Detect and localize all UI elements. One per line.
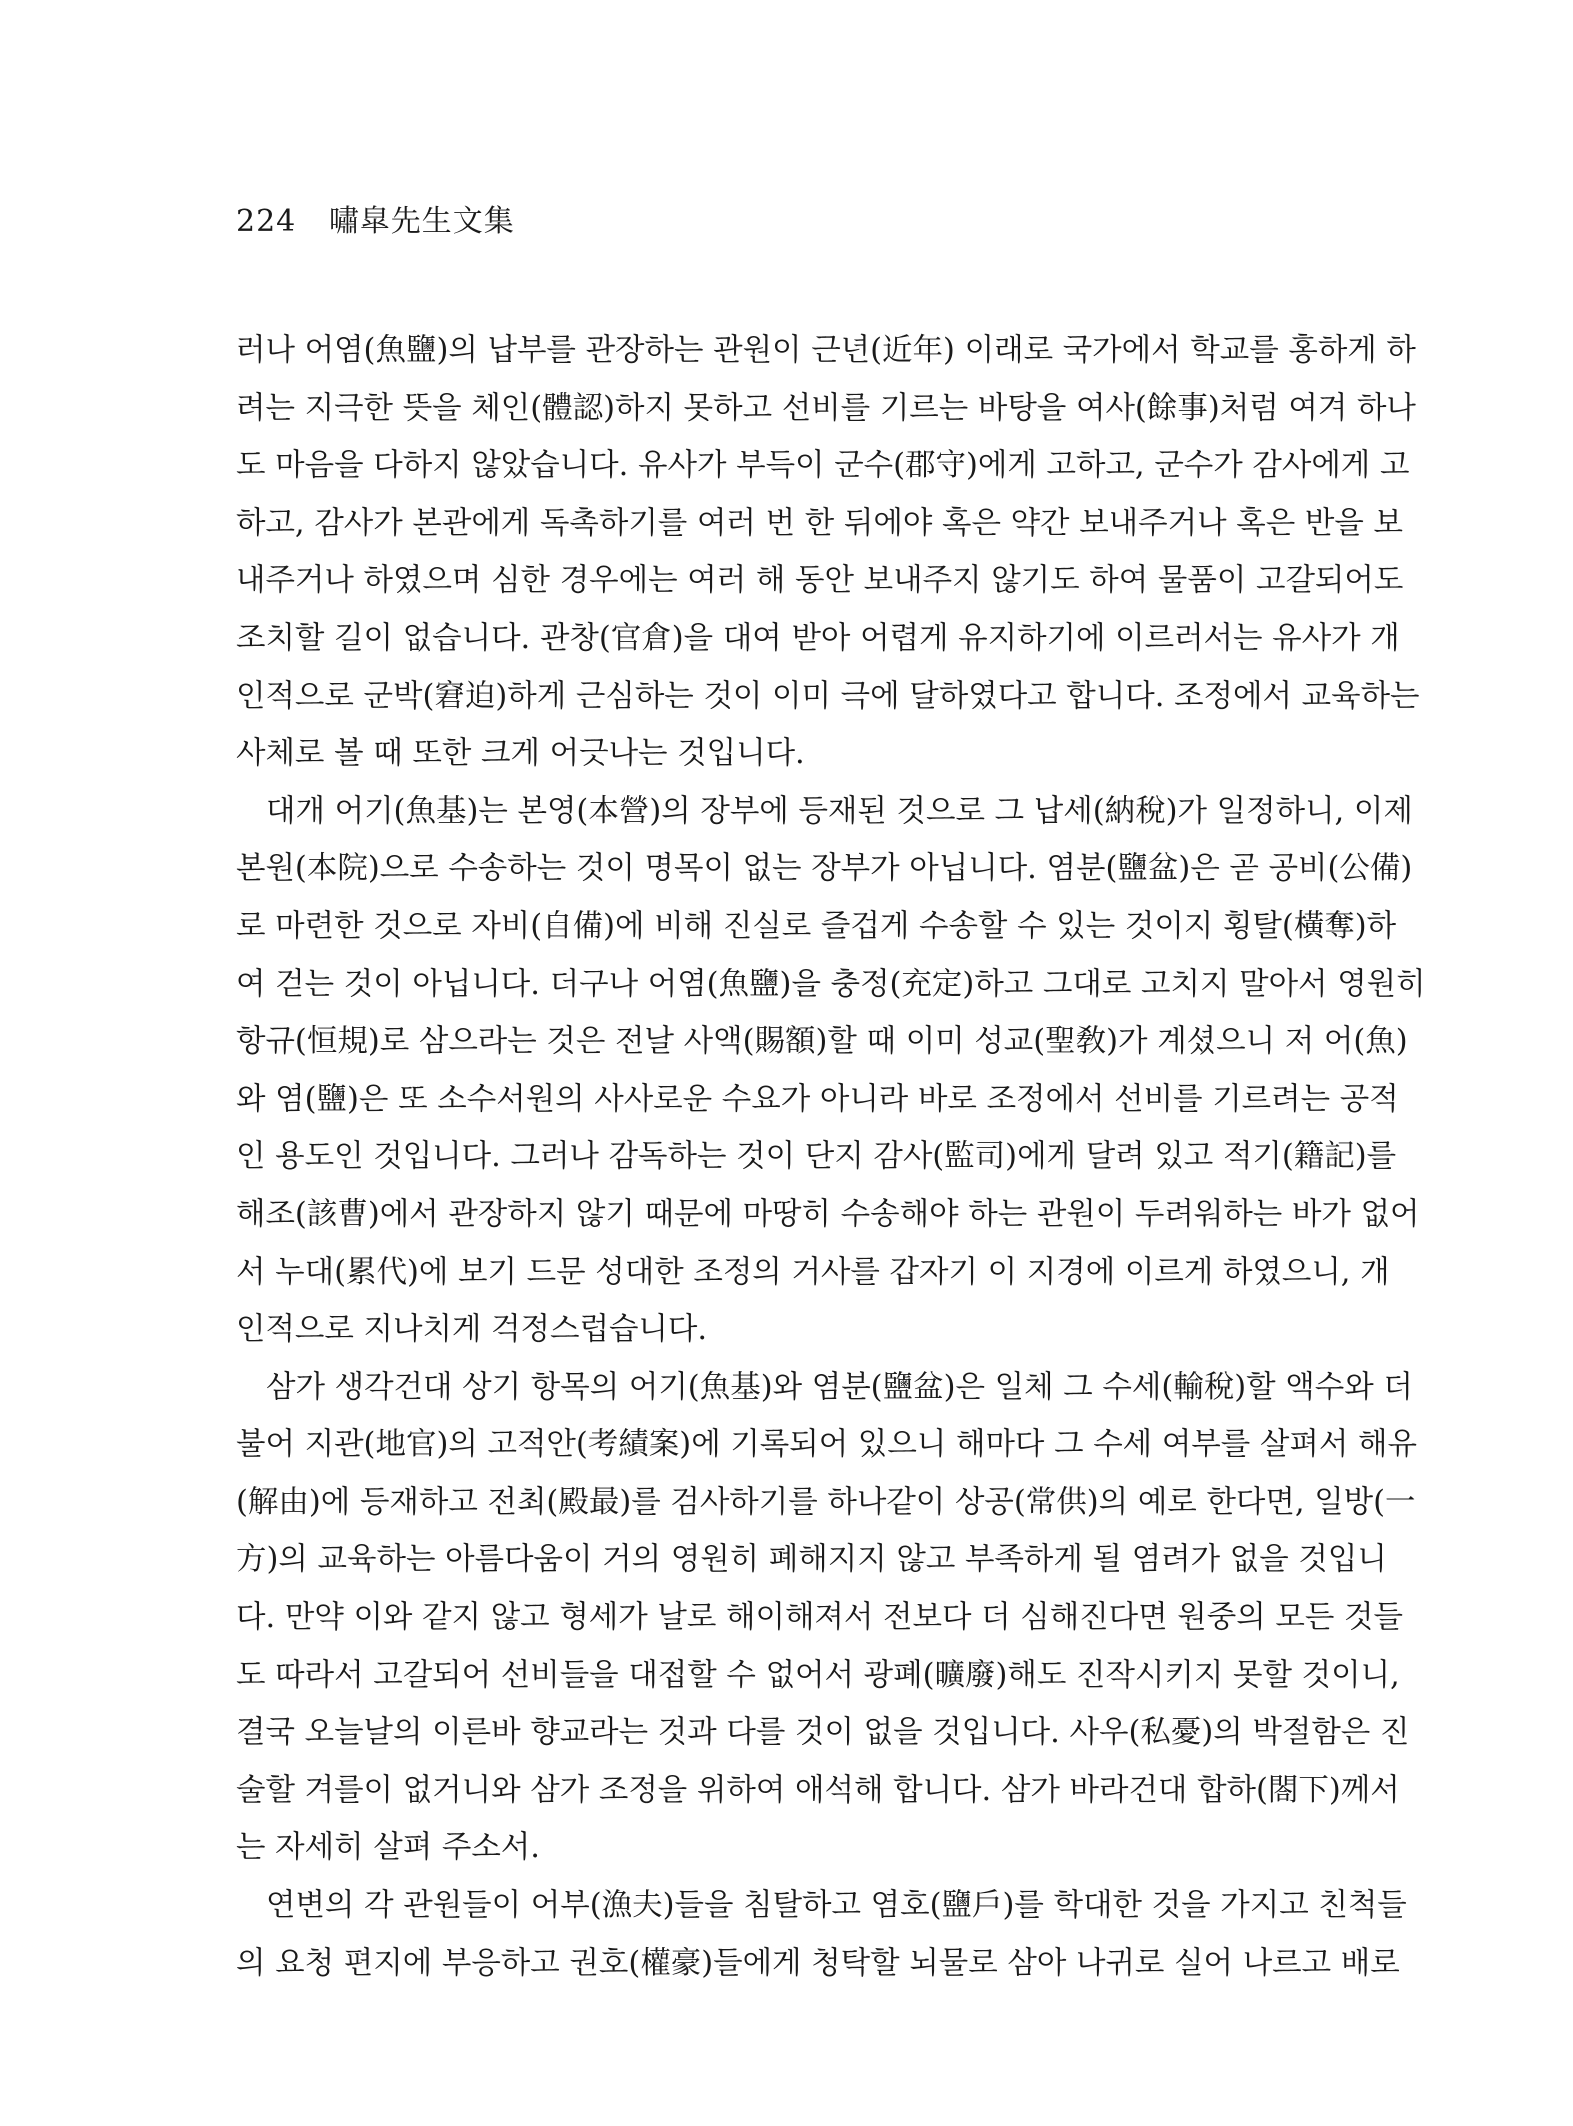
text-line: 내주거나 하였으며 심한 경우에는 여러 해 동안 보내주지 않기도 하여 물품이 고갈되어도	[236, 563, 1404, 599]
text-line: 대개 어기(魚基)는 본영(本營)의 장부에 등재된 것으로 그 납세(納稅)가 일정하니, 이제	[266, 793, 1413, 829]
text-line: 로 마련한 것으로 자비(自備)에 비해 진실로 즐겁게 수송할 수 있는 것이지 횡탈(橫奪)하	[236, 908, 1397, 944]
paragraph	[236, 1877, 1407, 1992]
text-line: 조치할 길이 없습니다. 관창(官倉)을 대여 받아 어렵게 유지하기에 이르러서는 유사가 개	[236, 620, 1400, 656]
text-line: 결국 오늘날의 이른바 향교라는 것과 다를 것이 없을 것입니다. 사우(私憂)의 박절함은 진	[236, 1715, 1410, 1751]
text-line: 도 따라서 고갈되어 선비들을 대접할 수 없어서 광폐(曠廢)해도 진작시키지 못할 것이니,	[236, 1657, 1400, 1693]
text-line: 인 용도인 것입니다. 그러나 감독하는 것이 단지 감사(監司)에게 달려 있고 적기(籍記)를	[236, 1139, 1397, 1175]
text-line: 인적으로 지나치게 걱정스럽습니다.	[236, 1312, 708, 1348]
book-title: 嘯皐先生文集	[328, 204, 515, 239]
text-line: 方)의 교육하는 아름다움이 거의 영원히 폐해지지 않고 부족하게 될 염려가 없을 것입니	[236, 1542, 1387, 1578]
text-line: (解由)에 등재하고 전최(殿最)를 검사하기를 하나같이 상공(常供)의 예로 한다면, 일방(一	[236, 1484, 1416, 1520]
text-line: 술할 겨를이 없거니와 삼가 조정을 위하여 애석해 합니다. 삼가 바라건대 합하(閤下)께서	[236, 1772, 1400, 1808]
text-line: 도 마음을 다하지 않았습니다. 유사가 부득이 군수(郡守)에게 고하고, 군수가 감사에게 고	[236, 448, 1410, 484]
text-line: 다. 만약 이와 같지 않고 형세가 날로 해이해져서 전보다 더 심해진다면 원중의 모든 것들	[236, 1600, 1403, 1636]
text-line: 여 걷는 것이 아닙니다. 더구나 어염(魚鹽)을 충정(充定)하고 그대로 고치지 말아서 영원히	[236, 966, 1426, 1002]
body-text	[236, 322, 1426, 1992]
text-line: 의 요청 편지에 부응하고 권호(權豪)들에게 청탁할 뇌물로 삼아 나귀로 실어 나르고 배로	[236, 1945, 1400, 1981]
page-number: 224	[236, 204, 297, 239]
text-line: 려는 지극한 뜻을 체인(體認)하지 못하고 선비를 기르는 바탕을 여사(餘事)처럼 여겨 하나	[236, 390, 1416, 426]
text-line: 인적으로 군박(窘迫)하게 근심하는 것이 이미 극에 달하였다고 합니다. 조정에서 교육하는	[236, 678, 1420, 714]
text-line: 삼가 생각건대 상기 항목의 어기(魚基)와 염분(鹽盆)은 일체 그 수세(輸稅)할 액수와 더	[266, 1369, 1413, 1405]
text-line: 는 자세히 살펴 주소서.	[236, 1830, 540, 1866]
paragraph	[236, 1359, 1417, 1877]
text-line: 항규(恒規)로 삼으라는 것은 전날 사액(賜額)할 때 이미 성교(聖敎)가 계셨으니 저 어(魚)	[236, 1024, 1408, 1060]
text-line: 연변의 각 관원들이 어부(漁夫)들을 침탈하고 염호(鹽戶)를 학대한 것을 가지고 친척들	[266, 1888, 1407, 1924]
text-line: 사체로 볼 때 또한 크게 어긋나는 것입니다.	[236, 736, 805, 772]
text-line: 불어 지관(地官)의 고적안(考績案)에 기록되어 있으니 해마다 그 수세 여부를 살펴서 해유	[236, 1427, 1417, 1463]
paragraph	[236, 783, 1426, 1359]
text-line: 러나 어염(魚鹽)의 납부를 관장하는 관원이 근년(近年) 이래로 국가에서 학교를 홍하게 하	[236, 333, 1416, 368]
text-line: 해조(該曹)에서 관장하지 않기 때문에 마땅히 수송해야 하는 관원이 두려워하는 바가 없어	[236, 1196, 1420, 1232]
text-line: 하고, 감사가 본관에게 독촉하기를 여러 번 한 뒤에야 혹은 약간 보내주거나 혹은 반을 보	[236, 505, 1403, 541]
text-line: 서 누대(累代)에 보기 드문 성대한 조정의 거사를 갑자기 이 지경에 이르게 하였으니, 개	[236, 1254, 1390, 1290]
text-line: 본원(本院)으로 수송하는 것이 명목이 없는 장부가 아닙니다. 염분(鹽盆)은 곧 공비(公備)	[236, 851, 1413, 887]
text-line: 와 염(鹽)은 또 소수서원의 사사로운 수요가 아니라 바로 조정에서 선비를 기르려는 공적	[236, 1081, 1399, 1117]
running-head	[236, 196, 515, 240]
paragraph	[236, 322, 1420, 783]
